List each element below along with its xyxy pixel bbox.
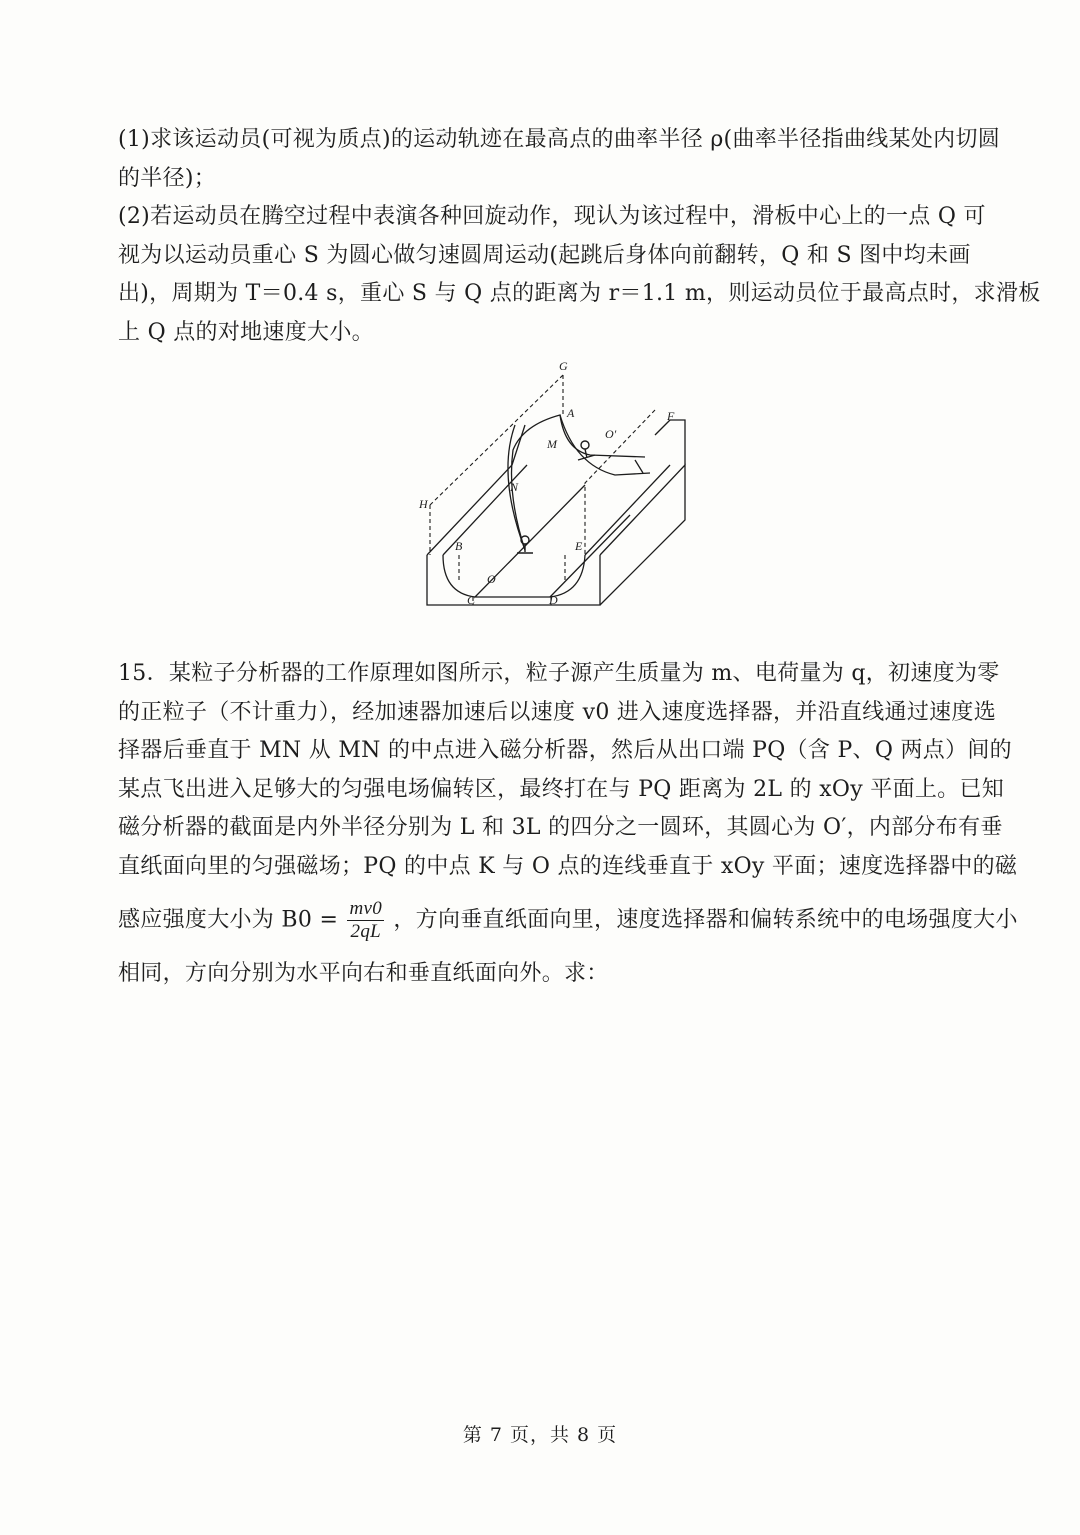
fig-label-D: D <box>549 593 558 607</box>
b0-formula-numerator: mv0 <box>349 898 383 919</box>
page-footer: 第 7 页，共 8 页 <box>462 1424 618 1446</box>
box-top-left-rim <box>427 465 512 555</box>
q15-line-1: 15．某粒子分析器的工作原理如图所示，粒子源产生质量为 m、电荷量为 q，初速度为零 <box>118 661 1000 686</box>
inner-small <box>635 460 643 473</box>
b0-formula <box>347 898 384 943</box>
q15-line-7-pre: 感应强度大小为 B0 = <box>118 907 339 933</box>
q15-line-5: 磁分析器的截面是内外半径分别为 L 和 3L 的四分之一圆环，其圆心为 O′，内部分布有垂 <box>118 815 1003 840</box>
b0-formula-denominator: 2qL <box>350 921 381 942</box>
q15-line-8: 相同，方向分别为水平向右和垂直纸面向外。求： <box>118 961 609 986</box>
fig-label-H: H <box>419 497 428 511</box>
q15-line-2: 的正粒子（不计重力），经加速器加速后以速度 v0 进入速度选择器，并沿直线通过速度选 <box>118 699 997 725</box>
q15-line-7 <box>118 898 1018 943</box>
fig-label-A: A <box>567 406 575 420</box>
box-top-back-rim <box>512 425 525 465</box>
q14-part2-line-4: 上 Q 点的对地速度大小。 <box>118 319 374 345</box>
fig-label-O-prime: O′ <box>605 427 617 441</box>
fig-label-G: G <box>559 359 568 373</box>
u-profile <box>443 555 585 597</box>
q14-part1-line-1: (1)求该运动员(可视为质点)的运动轨迹在最高点的曲率半径 ρ(曲率半径指曲线某处内切圆 <box>118 127 1001 152</box>
skater-top-head <box>581 441 589 449</box>
fig-label-E: E <box>575 539 583 553</box>
q14-part1-line-2: 的半径)； <box>118 165 217 191</box>
upper-curve <box>560 415 650 475</box>
box-right-side <box>600 465 685 605</box>
back-rim <box>670 420 685 465</box>
q14-part2-line-1: (2)若运动员在腾空过程中表演各种回旋动作，现认为该过程中，滑板中心上的一点 Q 可 <box>118 204 986 229</box>
q15-line-4: 某点飞出进入足够大的匀强电场偏转区，最终打在与 PQ 距离为 2L 的 xOy 平面上。已知 <box>118 776 1005 802</box>
channel-floor-line-2 <box>550 515 630 597</box>
q15-line-6: 直纸面向里的匀强磁场；PQ 的中点 K 与 O 点的连线垂直于 xOy 平面；速度选择器中的磁 <box>118 853 1018 879</box>
fig-label-B: B <box>455 539 463 553</box>
trajectory <box>512 415 646 550</box>
inner-rim-right <box>585 465 670 555</box>
q15-line-3: 择器后垂直于 MN 从 MN 的中点进入磁分析器，然后从出口端 PQ（含 P、Q 两点）间的 <box>118 738 1012 763</box>
fig-label-O: O <box>487 572 496 586</box>
fig-label-F: F <box>667 409 675 423</box>
q14-part2-line-2: 视为以运动员重心 S 为圆心做匀速圆周运动(起跳后身体向前翻转，Q 和 S 图中均未画 <box>118 242 971 268</box>
dashed-top-line <box>430 375 563 505</box>
fig-label-C: C <box>467 593 476 607</box>
halfpipe-figure <box>415 355 705 610</box>
fig-label-M: M <box>547 437 557 451</box>
q14-part2-line-3: 出)，周期为 T＝0.4 s，重心 S 与 Q 点的距离为 r＝1.1 m，则运动员位于最高点时，求滑板 <box>118 281 1041 306</box>
fig-label-N: N <box>510 480 519 494</box>
q14-part2 <box>118 198 1041 352</box>
q15-line-7-post: ，方向垂直纸面向里，速度选择器和偏转系统中的电场强度大小 <box>393 907 1018 933</box>
q15 <box>118 655 1018 994</box>
q14-part1 <box>118 121 1001 198</box>
